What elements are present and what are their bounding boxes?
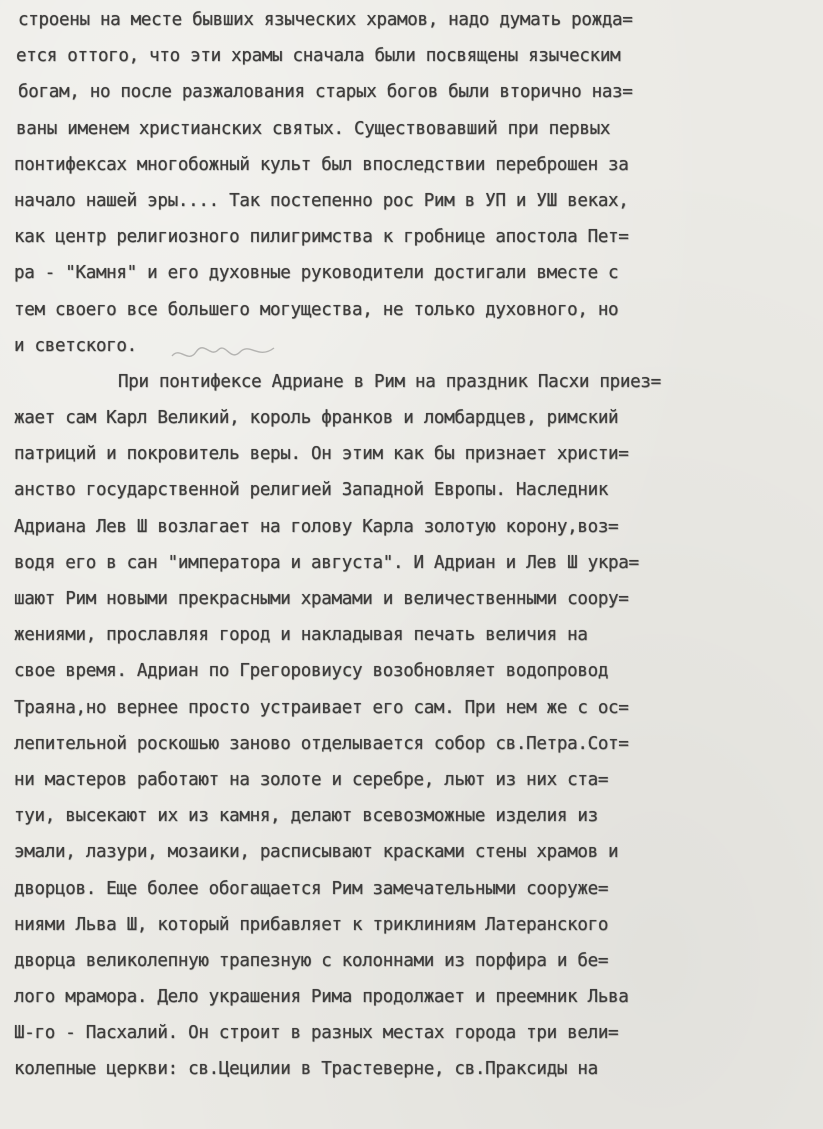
text-line: водя его в сан "императора и августа". И Адриан и Лев Ш укра= bbox=[14, 552, 639, 573]
text-line: жениями, прославляя город и накладывая печать величия на bbox=[14, 625, 588, 646]
text-line: ется оттого, что эти храмы сначала были посвящены языческим bbox=[16, 46, 621, 67]
text-line: колепные церкви: св.Цецилии в Трастеверне, св.Праксиды на bbox=[14, 1059, 598, 1080]
text-line: ваны именем христианских святых. Существовавший при первых bbox=[16, 118, 611, 139]
text-line: туи, высекают их из камня, делают всевозможные изделия из bbox=[14, 806, 598, 827]
text-line: анство государственной религией Западной Европы. Наследник bbox=[14, 480, 609, 501]
text-line: Траяна,но вернее просто устраивает его сам. При нем же с ос= bbox=[14, 697, 629, 718]
text-line: начало нашей эры.... Так постепенно рос Рим в УП и УШ веках, bbox=[14, 190, 629, 211]
text-line: и светского. bbox=[14, 335, 137, 356]
text-line: шают Рим новыми прекрасными храмами и величественными соору= bbox=[14, 589, 629, 609]
text-line: эмали, лазури, мозаики, расписывают красками стены храмов и bbox=[14, 842, 619, 863]
text-line: лепительной роскошью заново отделывается собор св.Петра.Сот= bbox=[14, 733, 629, 754]
text-line: лого мрамора. Дело украшения Рима продолжает и преемник Льва bbox=[14, 987, 629, 1008]
text-line: жает сам Карл Великий, король франков и ломбардцев, римский bbox=[14, 408, 619, 429]
text-line: свое время. Адриан по Грегоровиусу возобновляет водопровод bbox=[14, 661, 609, 682]
text-line: Адриана Лев Ш возлагает на голову Карла золотую корону,воз= bbox=[14, 516, 619, 537]
text-line: как центр религиозного пилигримства к гробнице апостола Пет= bbox=[14, 227, 629, 248]
text-line: дворцов. Еще более обогащается Рим замечательными сооруже= bbox=[14, 878, 609, 899]
text-line: богам, но после разжалования старых богов были вторично наз= bbox=[18, 82, 633, 103]
text-line: понтифексах многобожный культ был впоследствии переброшен за bbox=[14, 154, 629, 175]
paragraph-start-line: При понтифексе Адриане в Рим на праздник Пасхи приез= bbox=[118, 371, 661, 392]
text-line: ни мастеров работают на золоте и серебре, льют из них ста= bbox=[14, 769, 609, 790]
text-line: ниями Льва Ш, который прибавляет к триклиниям Латеранского bbox=[14, 914, 609, 935]
text-line: Ш-го - Пасхалий. Он строит в разных местах города три вели= bbox=[14, 1023, 619, 1044]
text-line: дворца великолепную трапезную с колоннами из порфира и бе= bbox=[14, 950, 609, 971]
text-line: строены на месте бывших языческих храмов, надо думать рожда= bbox=[18, 10, 633, 30]
text-line: тем своего все большего могущества, не только духовного, но bbox=[14, 299, 619, 320]
text-line: патриций и покровитель веры. Он этим как бы признает христи= bbox=[14, 444, 629, 465]
text-line: ра - "Камня" и его духовные руководители достигали вместе с bbox=[14, 263, 619, 284]
typewritten-text-body bbox=[14, 2, 814, 1088]
